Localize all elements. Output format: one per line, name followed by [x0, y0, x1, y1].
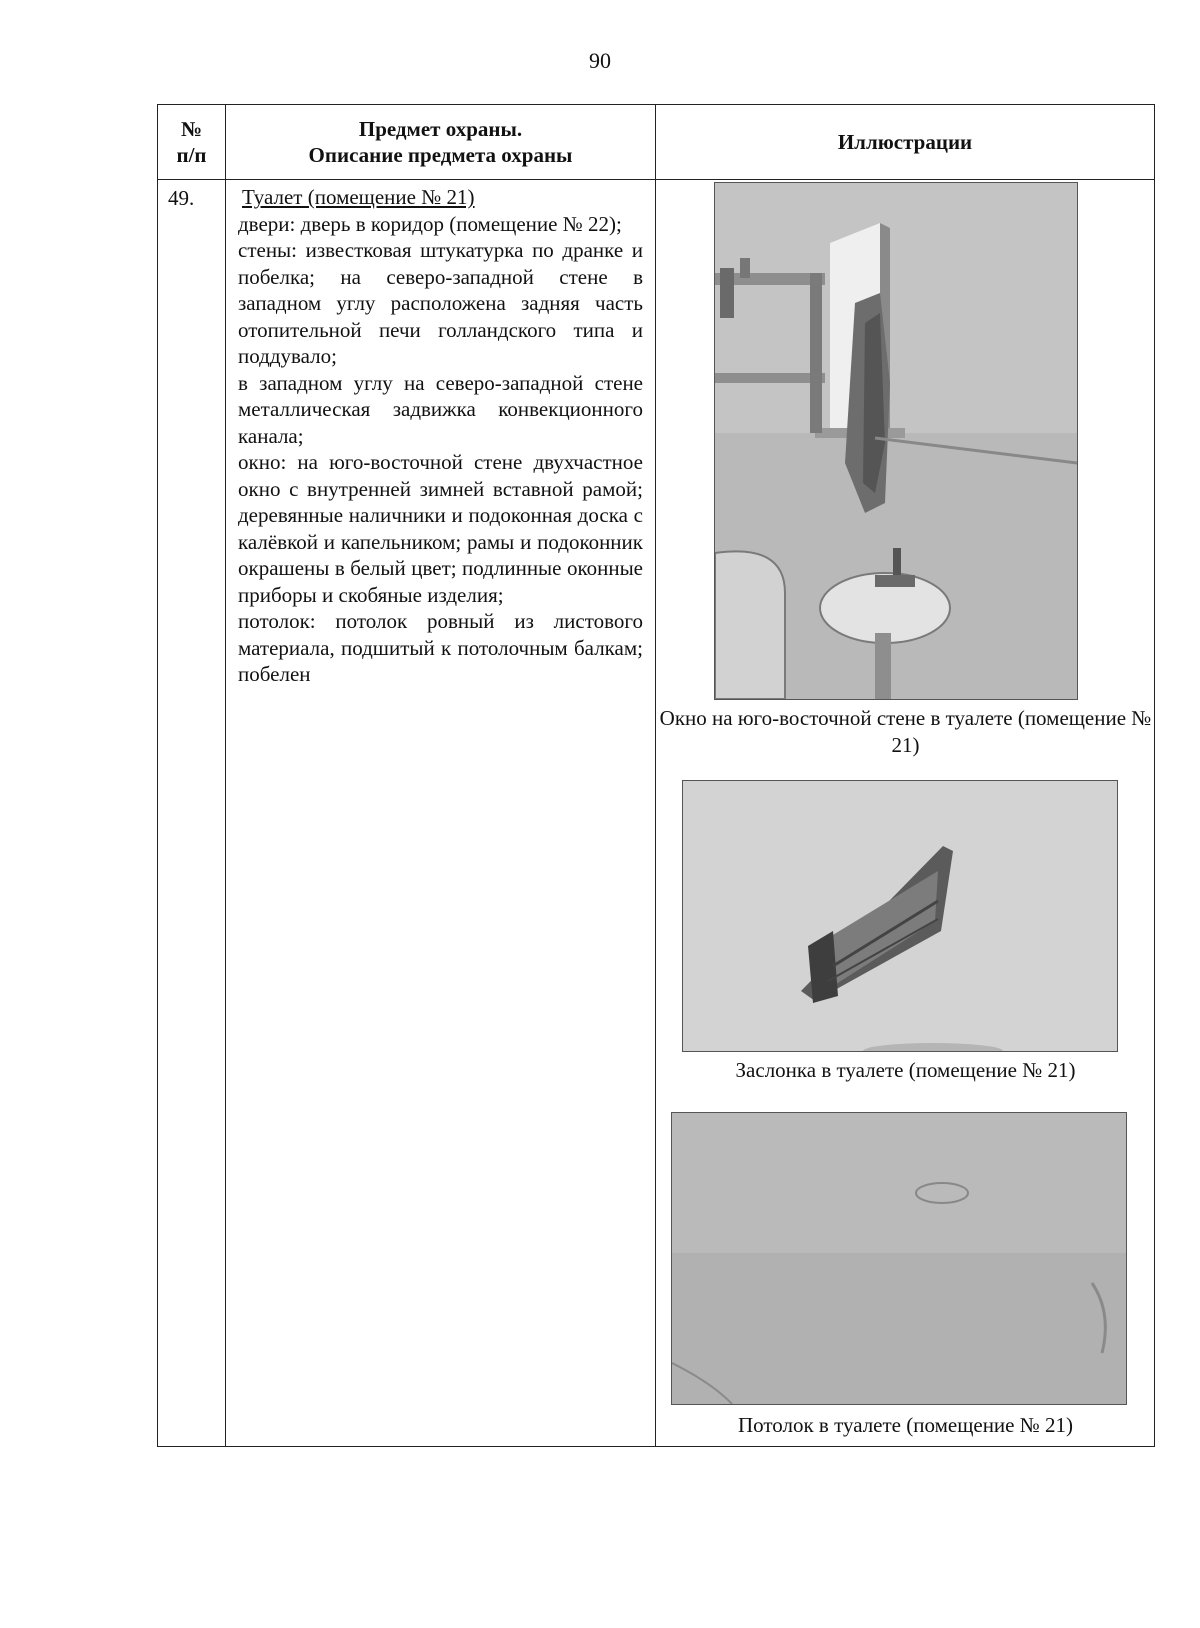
row-illustrations — [656, 180, 1155, 1447]
header-num: № п/п — [158, 105, 226, 180]
paragraph-window: окно: на юго-восточной стене двухчастное окно с внутренней зимней вставной рамой; деревянные наличники и подоконная доска с калёвкой и капельником; рамы и подоконник окрашены в белый цвет; подлинные оконные приборы и скобяные изделия; — [238, 450, 643, 607]
paragraph-damper: в западном углу на северо-западной стене металлическая задвижка конвекционного канала; — [238, 370, 643, 448]
photo-window — [714, 182, 1078, 700]
room-title: Туалет (помещение № 21) — [242, 185, 475, 209]
header-subject-line1: Предмет охраны. — [358, 117, 523, 141]
header-subject — [226, 105, 656, 180]
photo-ceiling — [671, 1112, 1127, 1405]
paragraph-walls: стены: известковая штукатурка по дранке и побелка; на северо-западной стене в западном углу расположена задняя часть отопительной печи голландского типа и поддувало; — [238, 238, 643, 368]
header-illustrations: Иллюстрации — [656, 105, 1155, 180]
photo-damper — [682, 780, 1118, 1052]
table-header-row — [158, 105, 1155, 180]
caption-damper: Заслонка в туалете (помещение № 21) — [735, 1058, 1076, 1082]
row-description — [226, 180, 656, 1447]
caption-ceiling: Потолок в туалете (помещение № 21) — [737, 1413, 1074, 1437]
paragraph-ceiling: потолок: потолок ровный из листового материала, подшитый к потолочным балкам; побелен — [238, 609, 643, 686]
page-number: 90 — [589, 48, 611, 73]
table-row — [158, 180, 1155, 1447]
paragraph-doors: двери: дверь в коридор (помещение № 22); — [238, 211, 622, 236]
header-subject-line2: Описание предмета охраны — [308, 143, 573, 167]
row-number: 49. — [158, 180, 226, 1447]
caption-window: Окно на юго-восточной стене в туалете (помещение № 21) — [659, 706, 1152, 757]
protection-table — [157, 104, 1155, 1447]
